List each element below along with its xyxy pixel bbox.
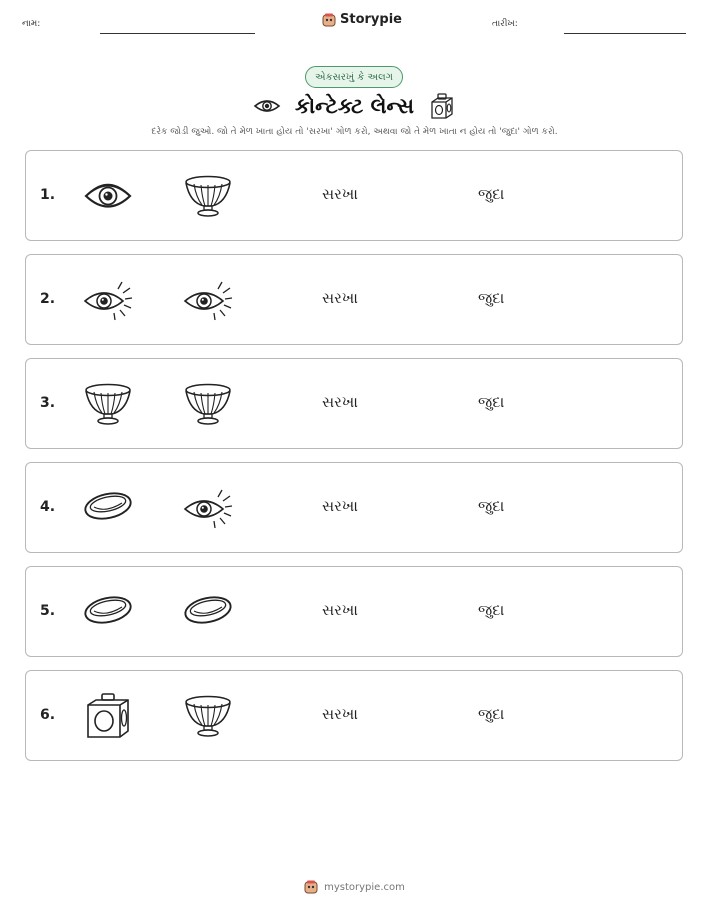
question-number: 6.: [40, 707, 56, 723]
question-row-2: [25, 254, 683, 345]
question-row-6: [25, 670, 683, 761]
same-option[interactable]: સરખા: [322, 497, 358, 515]
name-line[interactable]: [100, 33, 255, 34]
name-label: નામ:: [22, 19, 41, 29]
date-label: તારીખ:: [492, 19, 518, 29]
contact-lens-icon: [182, 589, 234, 635]
shining-eye-icon: [182, 277, 234, 323]
same-option[interactable]: સરખા: [322, 289, 358, 307]
eye-icon: [82, 173, 134, 219]
different-option[interactable]: જુદા: [478, 497, 505, 515]
question-row-1: [25, 150, 683, 241]
lens-case-icon: [82, 693, 134, 739]
same-option[interactable]: સરખા: [322, 705, 358, 723]
question-number: 3.: [40, 395, 56, 411]
question-row-3: [25, 358, 683, 449]
different-option[interactable]: જુદા: [478, 705, 505, 723]
same-option[interactable]: સરખા: [322, 601, 358, 619]
same-option[interactable]: સરખા: [322, 185, 358, 203]
contact-lens-icon: [82, 589, 134, 635]
cup-icon: [82, 381, 134, 427]
cup-icon: [182, 693, 234, 739]
footer-url[interactable]: mystorypie.com: [324, 881, 405, 893]
page-title: કોન્ટેક્ટ લેન્સ: [295, 93, 414, 118]
cup-icon: [182, 173, 234, 219]
shining-eye-icon: [82, 277, 134, 323]
footer: [0, 880, 709, 894]
different-option[interactable]: જુદા: [478, 601, 505, 619]
question-row-4: [25, 462, 683, 553]
category-tag: એકસરખું કે અલગ: [305, 66, 403, 88]
storypie-mascot-icon: [322, 13, 336, 27]
eye-icon: [253, 97, 281, 115]
question-number: 1.: [40, 187, 56, 203]
question-number: 5.: [40, 603, 56, 619]
different-option[interactable]: જુદા: [478, 185, 505, 203]
same-option[interactable]: સરખા: [322, 393, 358, 411]
instructions-text: દરેક જોડી જુઓ. જો તે મેળ ખાતા હોય તો 'સરખા' ગોળ કરો, અથવા જો તે મેળ ખાતા ન હોય તો 'જુદા' ગોળ કરો.: [151, 127, 558, 137]
brand-name: Storypie: [340, 12, 402, 27]
question-row-5: [25, 566, 683, 657]
question-number: 2.: [40, 291, 56, 307]
different-option[interactable]: જુદા: [478, 289, 505, 307]
brand-logo: [322, 12, 402, 27]
contact-lens-icon: [82, 485, 134, 531]
question-number: 4.: [40, 499, 56, 515]
title-row: [0, 92, 709, 120]
storypie-mascot-icon: [304, 880, 318, 894]
cup-icon: [182, 381, 234, 427]
shining-eye-icon: [182, 485, 234, 531]
different-option[interactable]: જુદા: [478, 393, 505, 411]
date-line[interactable]: [564, 33, 686, 34]
lens-case-icon: [428, 92, 456, 120]
